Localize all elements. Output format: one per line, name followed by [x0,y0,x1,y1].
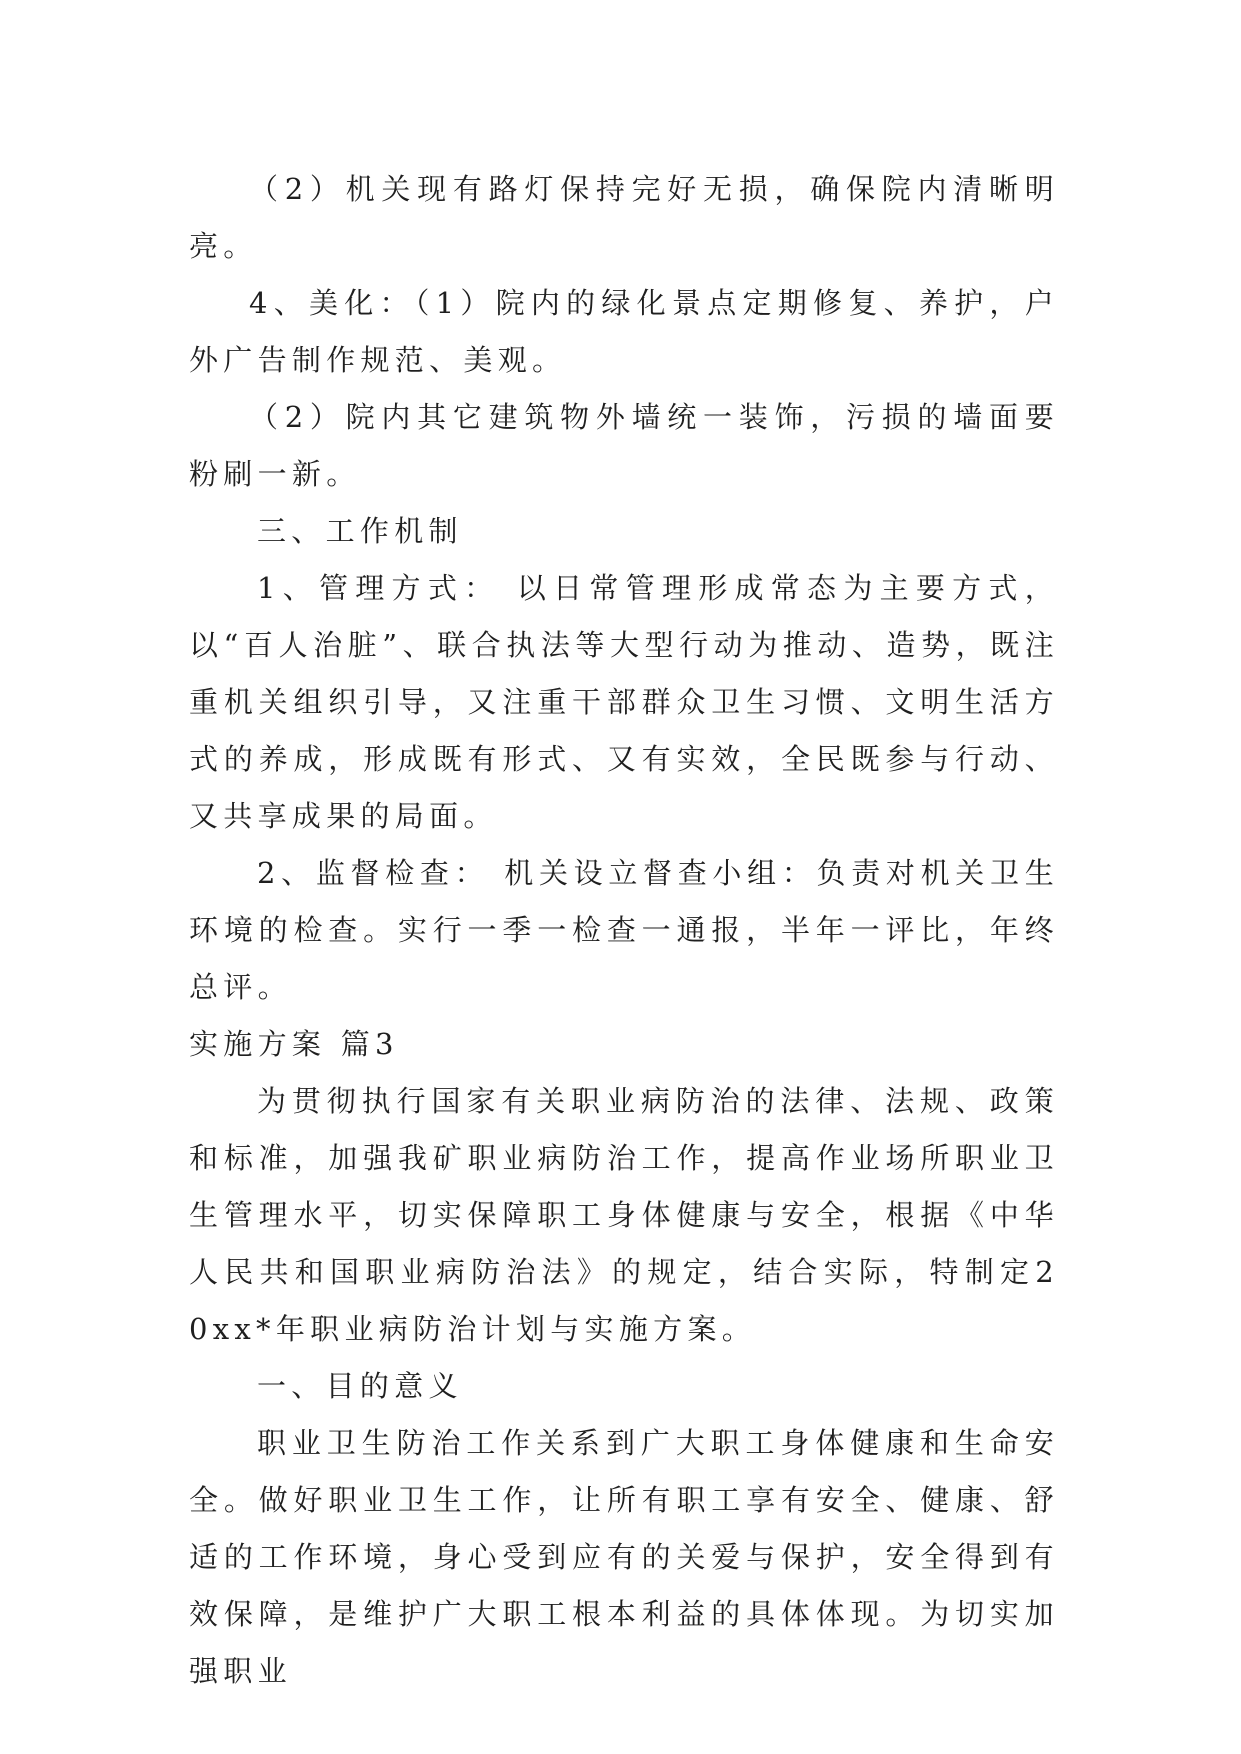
paragraph-management-method: 1、管理方式： 以日常管理形成常态为主要方式，以“百人治脏”、联合执法等大型行动为推动、造势，既注重机关组织引导，又注重干部群众卫生习惯、文明生活方式的养成，形成既有形式、又有实效，全民既参与行动、又共享成果的局面。 [189,571,1059,833]
paragraph-purpose-body: 职业卫生防治工作关系到广大职工身体健康和生命安全。做好职业卫生工作，让所有职工享有安全、健康、舒适的工作环境，身心受到应有的关爱与保护，安全得到有效保障，是维护广大职工根本利益的具体体现。为切实加强职业 [189,1426,1059,1688]
paragraph-beautification: 4、美化：（1）院内的绿化景点定期修复、养护，户外广告制作规范、美观。 [189,286,1059,377]
paragraph-wall-decoration: （2）院内其它建筑物外墙统一装饰，污损的墙面要粉刷一新。 [189,400,1059,491]
document-body [189,161,1059,1700]
paragraph-supervision-inspection: 2、监督检查： 机关设立督查小组：负责对机关卫生环境的检查。实行一季一检查一通报，半年一评比，年终总评。 [189,856,1059,1004]
paragraph-plan-intro: 为贯彻执行国家有关职业病防治的法律、法规、政策和标准，加强我矿职业病防治工作，提高作业场所职业卫生管理水平，切实保障职工身体健康与安全，根据《中华人民共和国职业病防治法》的规定，结合实际，特制定20xx*年职业病防治计划与实施方案。 [189,1084,1059,1346]
section-heading-purpose: 一、目的意义 [257,1369,463,1403]
section-heading-work-mechanism: 三、工作机制 [257,514,463,548]
section-title-plan-3: 实施方案 篇3 [189,1027,399,1061]
paragraph-streetlights: （2）机关现有路灯保持完好无损，确保院内清晰明亮。 [189,172,1059,263]
